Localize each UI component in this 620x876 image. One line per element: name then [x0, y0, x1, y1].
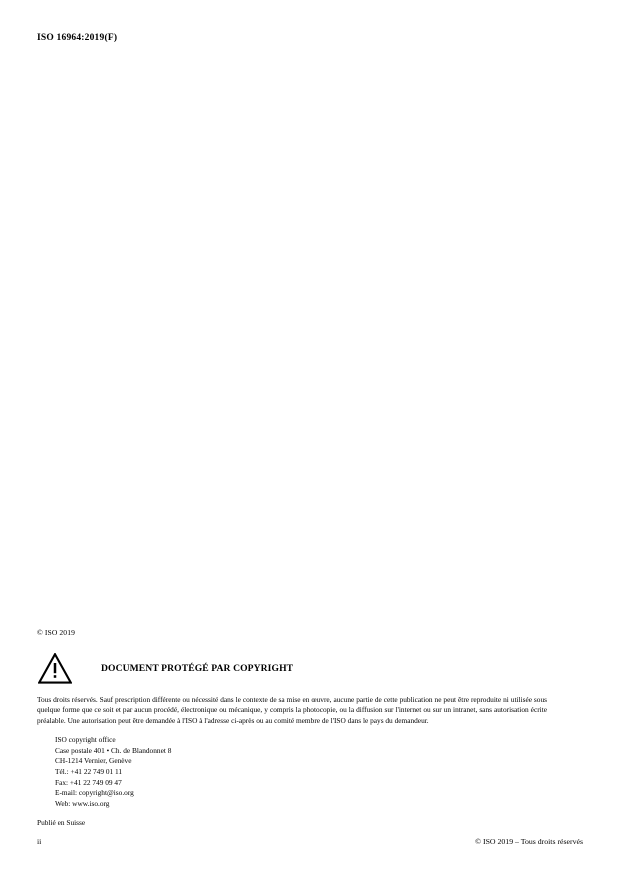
copyright-notice-block: [37, 628, 549, 827]
warning-triangle-icon: [38, 653, 72, 684]
address-line-city: CH-1214 Vernier, Genève: [55, 756, 132, 766]
page-header-standard-reference: ISO 16964:2019(F): [37, 33, 118, 43]
copyright-legal-paragraph: Tous droits réservés. Sauf prescription différente ou nécessité dans le contexte de sa mise en œuvre, aucune partie de cette publication ne peut être reproduite ni utilisée sous quelque forme que ce soit et par aucun procédé, électronique ou mécanique, y compris la photocopie, ou la diffusion sur l'internet ou sur un intranet, sans autorisation écrite préalable. Une autorisation peut être demandée à l'ISO à l'adresse ci-après ou au comité membre de l'ISO dans le pays du demandeur.: [37, 695, 547, 725]
footer-page-number: ii: [37, 837, 42, 846]
address-line-postbox: Case postale 401 • Ch. de Blandonnet 8: [55, 745, 172, 755]
iso-copyright-office-address: [55, 735, 549, 809]
address-line-website: Web: www.iso.org: [55, 798, 110, 808]
footer-rights-statement: © ISO 2019 – Tous droits réservés: [475, 837, 583, 846]
address-line-office: ISO copyright office: [55, 735, 116, 745]
published-in-line: Publié en Suisse: [37, 818, 86, 828]
copyright-year-line: © ISO 2019: [37, 628, 75, 637]
address-line-fax: Fax: +41 22 749 09 47: [55, 777, 122, 787]
copyright-protected-title: DOCUMENT PROTÉGÉ PAR COPYRIGHT: [101, 662, 294, 674]
address-line-email: E-mail: copyright@iso.org: [55, 788, 134, 798]
page-footer: [37, 837, 583, 846]
address-line-phone: Tél.: +41 22 749 01 11: [55, 766, 123, 776]
copyright-protected-heading: [37, 651, 549, 685]
